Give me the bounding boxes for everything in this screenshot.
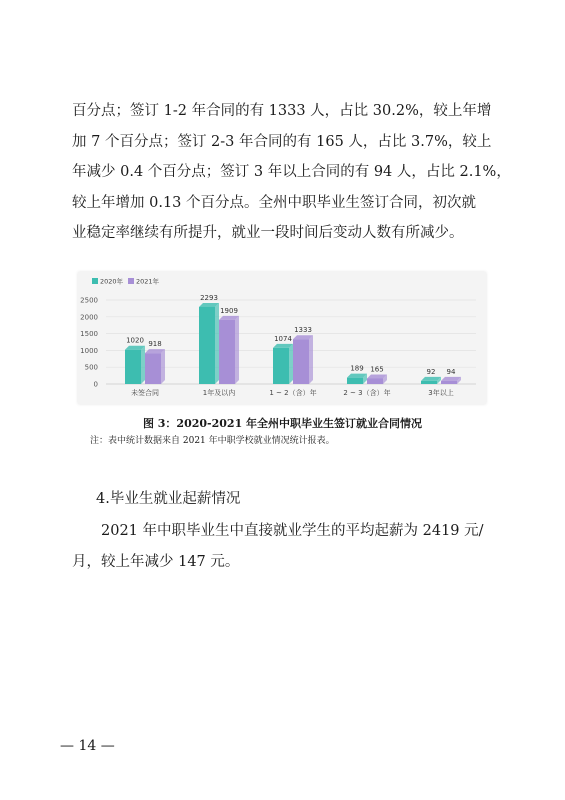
text-line: 百分点；签订 1-2 年合同的有 1333 人，占比 30.2%，较上年增 [72,103,492,119]
text-line: 加 7 个百分点；签订 2-3 年合同的有 165 人，占比 3.7%，较上 [72,133,492,150]
contract-bar-chart [78,272,486,404]
data-label: 1333 [294,326,312,335]
y-tick-label: 0 [93,380,98,389]
bar [145,353,161,384]
bar [367,378,383,384]
data-label: 1020 [126,336,144,345]
bar-side [309,335,313,384]
bar-side [289,344,293,384]
data-label: 1074 [274,334,292,343]
x-tick-label: 2 ~ 3（含）年 [343,389,391,397]
data-label: 1909 [220,306,238,315]
figure-caption: 图 3：2020-2021 年全州中职毕业生签订就业合同情况 [142,417,423,430]
bar [273,348,289,384]
bar-side [215,303,219,384]
body-paragraph-1 [72,96,511,249]
y-tick-label: 2000 [80,313,98,322]
legend-label: 2020年 [100,277,124,286]
body-paragraph-2 [72,516,492,577]
y-tick-label: 1500 [80,330,98,339]
text-line: 月，较上年减少 147 元。 [72,553,240,570]
data-label: 94 [446,367,456,376]
y-tick-label: 500 [84,363,98,372]
legend-swatch [128,278,134,284]
legend-label: 2021年 [136,277,160,286]
y-tick-label: 1000 [80,346,98,355]
data-label: 918 [148,340,162,349]
bar-side [161,349,165,384]
figure-note: 注：表中统计数据来自 2021 年中职学校就业情况统计报表。 [90,436,335,446]
bar [421,381,437,384]
x-tick-label: 3年以上 [428,389,454,397]
data-label: 92 [426,367,436,376]
bar [441,381,457,384]
section-heading: 4.毕业生就业起薪情况 [96,491,241,507]
y-tick-label: 2500 [80,296,98,305]
x-tick-label: 1年及以内 [202,389,236,397]
bar [219,320,235,384]
data-label: 189 [350,364,364,373]
legend-swatch [92,278,98,284]
chart-canvas [78,272,486,404]
data-label: 2293 [200,293,218,302]
bar [199,307,215,384]
text-line: 业稳定率继续有所提升，就业一段时间后变动人数有所减少。 [72,225,464,241]
bar [293,339,309,384]
text-line: 较上年增加 0.13 个百分点。全州中职毕业生签订合同，初次就 [72,194,477,211]
bar [125,350,141,384]
x-tick-label: 1 ~ 2（含）年 [269,389,317,397]
data-label: 165 [370,365,384,374]
text-line: 年减少 0.4 个百分点；签订 3 年以上合同的有 94 人，占比 2.1%， [72,164,511,180]
bar-side [235,316,239,384]
text-line: 2021 年中职毕业生中直接就业学生的平均起薪为 2419 元/ [101,523,484,539]
page-number: — 14 — [60,738,115,754]
bar [347,378,363,384]
bar-side [141,346,145,384]
x-tick-label: 未签合同 [131,389,159,397]
